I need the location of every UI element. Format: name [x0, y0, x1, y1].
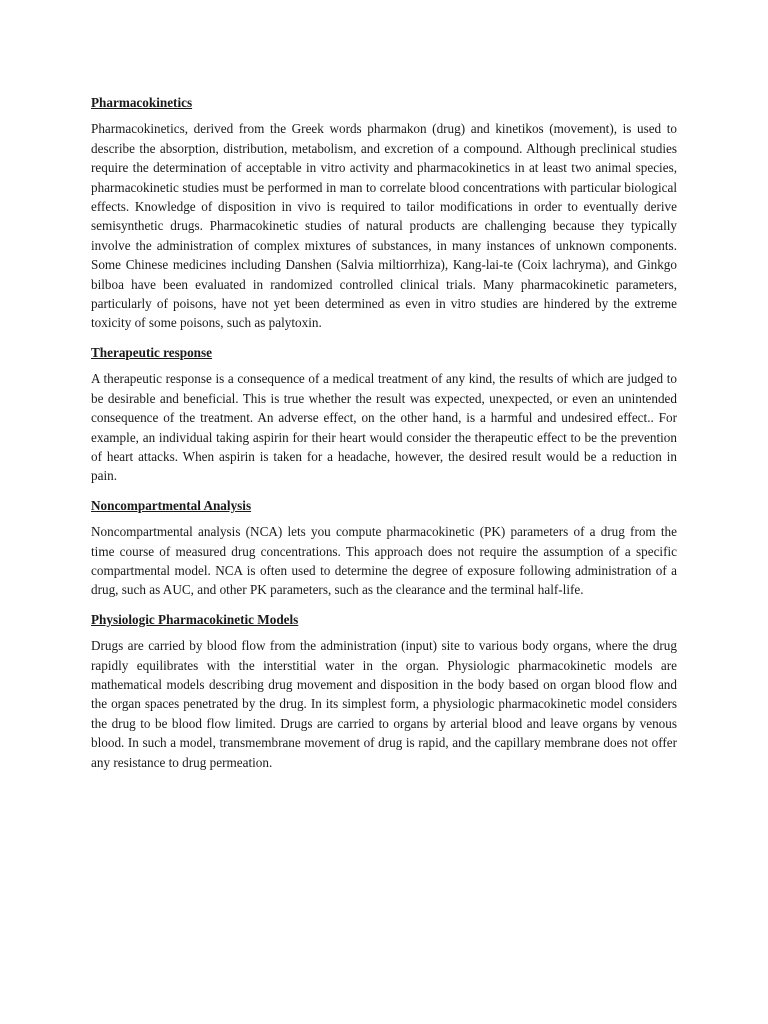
paragraph-physiologic-models: Drugs are carried by blood flow from the administration (input) site to various body organs, where the drug rapidly equilibrates with the interstitial water in the organ. Physiologic pharmacokinetic models are mathematical models describing drug movement and disposition in the body based on organ blood flow and the organ spaces penetrated by the drug. In its simplest form, a physiologic pharmacokinetic model considers the drug to be blood flow limited. Drugs are carried to organs by arterial blood and leave organs by venous blood. In such a model, transmembrane movement of drug is rapid, and the capillary membrane does not offer any resistance to drug permeation. — [91, 638, 677, 770]
heading-physiologic-models: Physiologic Pharmacokinetic Models — [91, 611, 299, 627]
document-page — [91, 93, 677, 772]
paragraph-noncompartmental-analysis: Noncompartmental analysis (NCA) lets you compute pharmacokinetic (PK) parameters of a drug from the time course of measured drug concentrations. This approach does not require the assumption of a specific compartmental model. NCA is often used to determine the degree of exposure following administration of a drug, such as AUC, and other PK parameters, such as the clearance and the terminal half-life. — [91, 524, 677, 598]
heading-therapeutic-response: Therapeutic response — [91, 344, 213, 360]
heading-noncompartmental-analysis: Noncompartmental Analysis — [91, 497, 252, 513]
heading-pharmacokinetics: Pharmacokinetics — [91, 95, 193, 110]
paragraph-therapeutic-response: A therapeutic response is a consequence of a medical treatment of any kind, the results of which are judged to be desirable and beneficial. This is true whether the result was expected, unexpected, or even an unintended consequence of the treatment. An adverse effect, on the other hand, is a harmful and undesired effect.. For example, an individual taking aspirin for their heart would consider the therapeutic effect to be the prevention of heart attacks. When aspirin is taken for a headache, however, the desired result would be a reduction in pain. — [91, 371, 677, 484]
paragraph-pharmacokinetics: Pharmacokinetics, derived from the Greek words pharmakon (drug) and kinetikos (movement), is used to describe the absorption, distribution, metabolism, and excretion of a compound. Although preclinical studies require the determination of acceptable in vitro activity and pharmacokinetics in at least two animal species, pharmacokinetic studies must be performed in man to correlate blood concentrations with particular biological effects. Knowledge of disposition in vivo is required to tailor modifications in order to eventually derive semisynthetic drugs. Pharmacokinetic studies of natural products are challenging because they typically involve the administration of complex mixtures of substances, in many instances of unknown components. Some Chinese medicines including Danshen (Salvia miltiorrhiza), Kang-lai-te (Coix lachryma), and Ginkgo bilboa have been evaluated in randomized controlled clinical trials. Many pharmacokinetic parameters, particularly of poisons, have not yet been determined as even in vitro studies are hindered by the extreme toxicity of some poisons, such as palytoxin. — [91, 121, 677, 331]
